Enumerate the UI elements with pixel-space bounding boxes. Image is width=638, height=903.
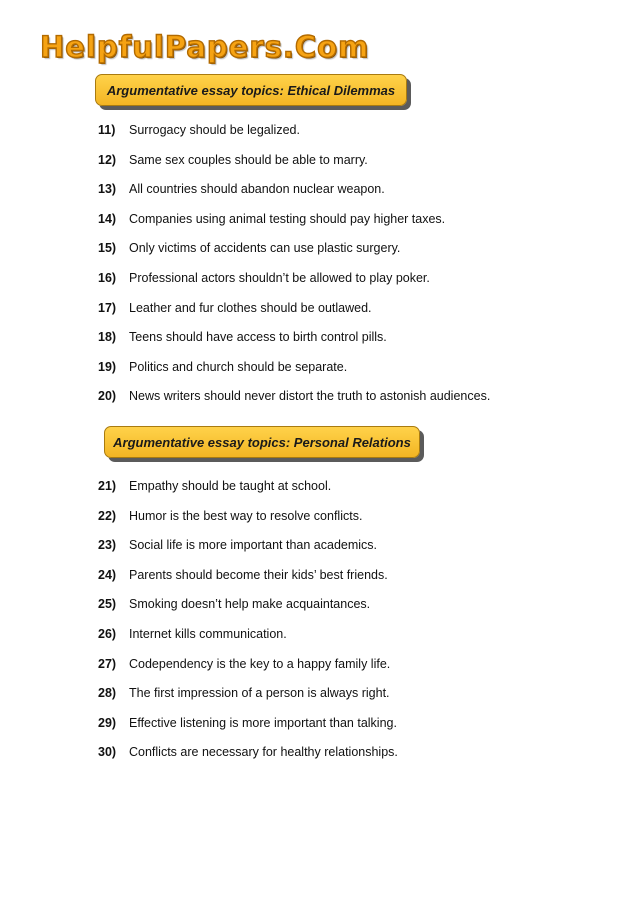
item-number: 13) <box>98 182 117 197</box>
item-text: Internet kills communication. <box>129 626 287 641</box>
list-item <box>98 744 398 774</box>
item-text: Politics and church should be separate. <box>129 359 348 374</box>
list-item <box>98 300 490 330</box>
list-item <box>98 685 398 715</box>
item-number: 11) <box>98 123 116 137</box>
item-text: Empathy should be taught at school. <box>129 479 332 493</box>
item-text: Effective listening is more important than talking. <box>129 715 397 730</box>
item-number: 18) <box>98 330 117 345</box>
item-number: 19) <box>98 359 117 374</box>
item-number: 27) <box>98 656 117 671</box>
item-number: 20) <box>98 389 117 404</box>
site-logo: HelpfulPapers.Com <box>40 30 370 64</box>
item-number: 24) <box>98 567 117 582</box>
item-number: 25) <box>98 597 117 612</box>
list-item <box>98 596 398 626</box>
topic-list-ethical-dilemmas <box>98 122 490 418</box>
item-number: 30) <box>98 745 117 760</box>
item-text: Only victims of accidents can use plastic surgery. <box>129 241 401 256</box>
item-number: 15) <box>98 241 117 256</box>
list-item <box>98 240 490 270</box>
item-number: 14) <box>98 211 117 226</box>
item-text: Surrogacy should be legalized. <box>129 123 300 137</box>
item-text: Conflicts are necessary for healthy relationships. <box>129 745 398 760</box>
item-text: Humor is the best way to resolve conflicts. <box>129 508 363 523</box>
item-number: 28) <box>98 686 117 701</box>
section-heading-personal-relations: Argumentative essay topics: Personal Relations <box>104 426 420 458</box>
list-item <box>98 329 490 359</box>
item-text: Codependency is the key to a happy family life. <box>129 656 391 671</box>
item-text: Teens should have access to birth control pills. <box>129 330 387 345</box>
list-item <box>98 388 490 418</box>
item-text: News writers should never distort the truth to astonish audiences. <box>129 389 491 404</box>
item-text: Smoking doesn’t help make acquaintances. <box>129 597 371 612</box>
section-heading-ethical-dilemmas: Argumentative essay topics: Ethical Dilemmas <box>95 74 407 106</box>
item-text: Same sex couples should be able to marry. <box>129 152 368 167</box>
list-item <box>98 211 490 241</box>
item-text: Parents should become their kids’ best friends. <box>129 567 388 582</box>
list-item <box>98 537 398 567</box>
list-item <box>98 478 398 508</box>
list-item <box>98 122 490 152</box>
item-text: Leather and fur clothes should be outlawed. <box>129 300 372 315</box>
list-item <box>98 181 490 211</box>
item-number: 23) <box>98 538 117 553</box>
list-item <box>98 359 490 389</box>
list-item <box>98 508 398 538</box>
item-number: 26) <box>98 626 117 641</box>
item-number: 29) <box>98 715 117 730</box>
topic-list-personal-relations <box>98 478 398 774</box>
list-item <box>98 715 398 745</box>
list-item <box>98 152 490 182</box>
item-number: 12) <box>98 152 117 167</box>
item-number: 17) <box>98 300 117 315</box>
item-text: Companies using animal testing should pay higher taxes. <box>129 211 446 226</box>
list-item <box>98 567 398 597</box>
item-number: 21) <box>98 479 117 493</box>
item-number: 22) <box>98 508 117 523</box>
list-item <box>98 626 398 656</box>
item-text: Social life is more important than academics. <box>129 538 378 553</box>
item-text: The first impression of a person is always right. <box>129 686 390 701</box>
list-item <box>98 656 398 686</box>
list-item <box>98 270 490 300</box>
item-text: Professional actors shouldn’t be allowed to play poker. <box>129 270 430 285</box>
item-text: All countries should abandon nuclear weapon. <box>129 182 385 197</box>
item-number: 16) <box>98 270 117 285</box>
